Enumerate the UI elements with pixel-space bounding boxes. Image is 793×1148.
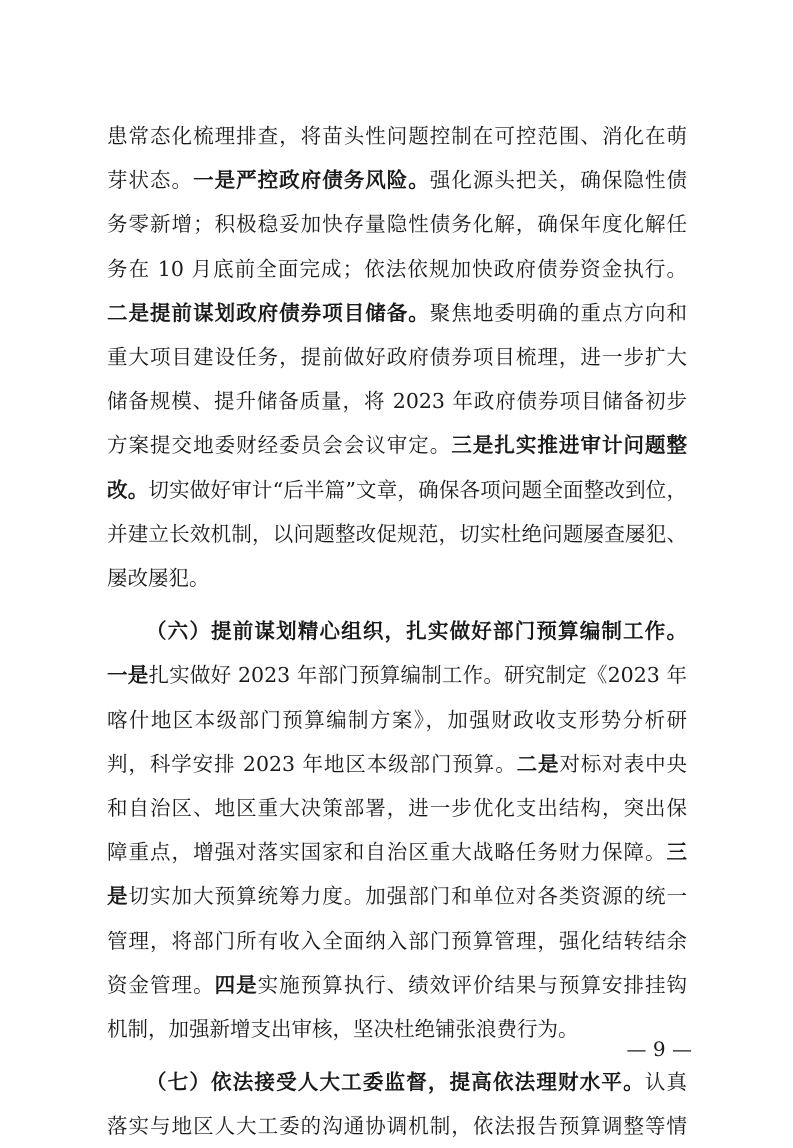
paragraph-line xyxy=(107,379,687,423)
paragraph-line xyxy=(107,919,687,963)
text: 判，科学安排 2023 年地区本级部门预算。 xyxy=(107,751,517,776)
text: 切实加大预算统筹力度。加强部门和单位对各类资源的统一 xyxy=(128,884,688,909)
text: 资金管理。 xyxy=(107,972,215,997)
bold-text: 二是提前谋划政府债券项目储备。 xyxy=(107,300,430,325)
bold-text: 四是 xyxy=(214,972,258,997)
paragraph-line xyxy=(107,963,687,1007)
paragraph-line xyxy=(107,512,687,556)
bold-text: （六）提前谋划精心组织，扎实做好部门预算编制工作。 xyxy=(146,619,687,644)
bold-text: 一是严控政府债务风险。 xyxy=(193,168,430,193)
bold-text: 改。 xyxy=(107,477,149,502)
text: 屡改屡犯。 xyxy=(107,566,210,590)
page-number: — 9 — xyxy=(626,1037,692,1061)
paragraph-line xyxy=(107,335,687,379)
text: 扎实做好 2023 年部门预算编制工作。研究制定《2023 年 xyxy=(148,663,688,688)
text: 喀什地区本级部门预算编制方案》，加强财政收支形势分析研 xyxy=(107,707,687,732)
text: 聚焦地委明确的重点方向和 xyxy=(429,300,688,325)
paragraph-line xyxy=(107,653,687,697)
paragraph-line xyxy=(107,202,687,246)
paragraph-line xyxy=(107,158,687,202)
text: 强化源头把关，确保隐性债 xyxy=(429,168,688,193)
bold-text: 三是扎实推进审计问题整 xyxy=(451,433,688,458)
text: 实施预算执行、绩效评价结果与预算安排挂钩 xyxy=(257,972,688,997)
text: 患常态化梳理排查，将苗头性问题控制在可控范围、消化在萌 xyxy=(107,124,687,148)
text: 重大项目建设任务，提前做好政府债券项目梳理，进一步扩大 xyxy=(107,345,687,369)
text: 切实做好审计“后半篇”文章，确保各项问题全面整改到位， xyxy=(148,477,688,502)
paragraph-line xyxy=(107,874,687,918)
text: 储备规模、提升储备质量，将 2023 年政府债券项目储备初步 xyxy=(107,389,687,414)
text: 务零新增；积极稳妥加快存量隐性债务化解，确保年度化解任 xyxy=(107,212,687,237)
text: 认真 xyxy=(644,1070,687,1095)
bold-text: （七）依法接受人大工委监督，提高依法理财水平。 xyxy=(146,1070,645,1095)
text: 落实与地区人大工委的沟通协调机制，依法报告预算调整等情 xyxy=(107,1114,687,1139)
paragraph-line xyxy=(107,114,687,158)
text: 和自治区、地区重大决策部署，进一步优化支出结构，突出保 xyxy=(107,796,687,820)
paragraph-line xyxy=(107,786,687,830)
text: 并建立长效机制，以问题整改促规范，切实杜绝问题屡查屡犯、 xyxy=(107,521,687,546)
paragraph-line xyxy=(107,423,687,467)
paragraph-line xyxy=(107,556,687,600)
text: 务在 10 月底前全面完成；依法依规加快政府债券资金执行。 xyxy=(107,256,687,281)
text: 对标对表中央 xyxy=(559,751,688,776)
text: 芽状态。 xyxy=(107,168,194,193)
bold-text: 三 xyxy=(666,840,687,865)
bold-text: 是 xyxy=(107,884,129,909)
paragraph-line xyxy=(107,830,687,874)
paragraph-line xyxy=(107,247,687,291)
text: 方案提交地委财经委员会会议审定。 xyxy=(107,433,452,458)
paragraph-line xyxy=(107,291,687,335)
paragraph-line xyxy=(107,742,687,786)
paragraph-line xyxy=(107,1104,687,1148)
paragraph-line xyxy=(107,698,687,742)
section-heading-line xyxy=(146,1060,687,1104)
bold-text: 一是 xyxy=(107,663,149,688)
bold-text: 二是 xyxy=(516,751,560,776)
text: 机制，加强新增支出审核，坚决杜绝铺张浪费行为。 xyxy=(107,1017,579,1041)
section-heading-line xyxy=(146,609,687,653)
text: 障重点，增强对落实国家和自治区重大战略任务财力保障。 xyxy=(107,840,667,865)
text: 管理，将部门所有收入全面纳入部门预算管理，强化结转结余 xyxy=(107,928,687,953)
paragraph-line xyxy=(107,468,687,512)
